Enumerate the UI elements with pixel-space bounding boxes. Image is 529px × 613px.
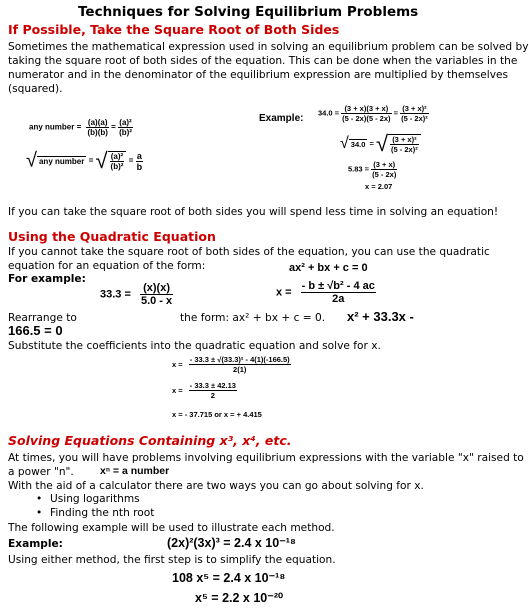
solution-step-3: x = - 37.715 or x = + 4.415 xyxy=(172,410,262,419)
list-item: • Using logarithms xyxy=(50,493,140,505)
page-title: Techniques for Solving Equilibrium Problems xyxy=(78,4,419,20)
paragraph-line: If you cannot take the square root of both sides of the equation, you can use the quadratic xyxy=(8,246,490,258)
list-item: • Finding the nth root xyxy=(50,507,154,519)
denominator: (b)² xyxy=(110,162,124,171)
denominator: 2a xyxy=(332,293,345,305)
sqrt-icon: √ xyxy=(95,148,108,173)
numerator: (3 + x)² xyxy=(390,135,419,145)
general-equation xyxy=(29,118,133,137)
equation-text: 34.0 = xyxy=(318,108,340,118)
numerator: - b ± √b² - 4 ac xyxy=(301,280,375,292)
numerator: - 33.3 ± √(33.3)² - 4(1)(-166.5) xyxy=(189,355,290,364)
quadratic-form: ax² + bx + c = 0 xyxy=(289,262,368,274)
fraction xyxy=(301,280,376,305)
example-equation-3 xyxy=(348,160,397,179)
fraction xyxy=(110,152,125,171)
equals-sign: = xyxy=(88,156,94,166)
paragraph-line: At times, you will have problems involving equilibrium expressions with the variable "x" raised to xyxy=(8,452,524,464)
equals-sign: = xyxy=(111,122,116,132)
numerator: (x)(x) xyxy=(140,282,173,295)
example-equation-1 xyxy=(318,104,429,123)
paragraph-line: taking the square root of both sides of the equation. This can be done when the variables in the xyxy=(8,55,518,67)
numerator: (3 + x)(3 + x) xyxy=(341,104,391,114)
quadratic-formula xyxy=(276,280,376,305)
power-equation: xⁿ = a number xyxy=(100,465,170,477)
equation-text: x = xyxy=(172,386,183,395)
numerator: (a)(a) xyxy=(87,118,108,127)
paragraph-line: (squared). xyxy=(8,83,63,95)
denominator: (b)² xyxy=(119,128,132,137)
numerator: - 33.3 ± 42.13 xyxy=(189,381,236,390)
section-heading-powers: Solving Equations Containing x³, x⁴, etc. xyxy=(8,433,292,448)
example-equation-quadratic xyxy=(100,282,173,307)
equation-text: 5.83 = xyxy=(348,164,370,174)
equals-sign: = xyxy=(128,156,134,166)
example-equation-power-2: 108 x⁵ = 2.4 x 10⁻¹⁸ xyxy=(172,571,286,585)
fraction xyxy=(371,160,397,179)
fraction xyxy=(140,282,173,307)
section-heading-quadratic: Using the Quadratic Equation xyxy=(8,229,216,244)
denominator: (5 - 2x)² xyxy=(401,114,428,123)
numerator: (3 + x) xyxy=(371,160,397,170)
fraction xyxy=(341,104,391,123)
numerator: (3 + x)² xyxy=(400,104,429,114)
denominator: (5 - 2x) xyxy=(372,170,397,179)
equation-text: x = xyxy=(276,286,292,299)
sqrt-general-equation xyxy=(26,148,143,174)
paragraph-line: numerator and in the denominator of the equilibrium expression are multiplied by themselves xyxy=(8,69,509,81)
example-answer: x = 2.07 xyxy=(365,182,393,191)
fraction xyxy=(189,355,291,374)
sqrt-icon: √ xyxy=(340,135,349,152)
denominator: (b)(b) xyxy=(87,128,108,137)
numerator: a xyxy=(136,150,142,161)
example-equation-2 xyxy=(340,131,421,157)
denominator: (5 - 2x)² xyxy=(391,145,418,154)
paragraph-line: Using either method, the first step is to simplify the equation. xyxy=(8,554,336,566)
paragraph-line: Substitute the coefficients into the quadratic equation and solve for x. xyxy=(8,340,381,352)
denominator: (5 - 2x)(5 - 2x) xyxy=(342,114,391,123)
fraction xyxy=(118,118,133,137)
numerator: (a)² xyxy=(119,118,132,127)
equation-text: 33.3 = xyxy=(100,288,131,301)
numerator: (a)² xyxy=(110,152,124,161)
example-label: Example: xyxy=(8,538,63,550)
equation-text: x = xyxy=(172,360,183,369)
fraction xyxy=(136,151,144,172)
solution-step-1 xyxy=(172,355,291,374)
rearranged-equation-left: 166.5 = 0 xyxy=(8,323,63,338)
form-label: the form: ax² + bx + c = 0. xyxy=(180,312,326,324)
fraction xyxy=(86,118,108,137)
sqrt-icon: √ xyxy=(26,149,37,172)
paragraph-line: If you can take the square root of both sides you will spend less time in solving an equation! xyxy=(8,206,499,218)
denominator: 2(1) xyxy=(233,365,247,374)
rearrange-label: Rearrange to xyxy=(8,312,77,324)
paragraph-line: equation for an equation of the form: xyxy=(8,260,206,272)
paragraph-line: Sometimes the mathematical expression used in solving an equilibrium problem can be solved by xyxy=(8,41,529,53)
radicand: 34.0 xyxy=(350,140,366,149)
equals-sign: = xyxy=(393,108,398,118)
paragraph-line: The following example will be used to illustrate each method. xyxy=(8,522,335,534)
example-label: Example: xyxy=(259,113,304,124)
example-equation-power-1: (2x)²(3x)³ = 2.4 x 10⁻¹⁸ xyxy=(167,536,296,550)
section-heading-square-root: If Possible, Take the Square Root of Both Sides xyxy=(8,22,340,37)
fraction xyxy=(189,381,237,400)
example-equation-power-3: x⁵ = 2.2 x 10⁻²⁰ xyxy=(195,591,284,605)
denominator: 5.0 - x xyxy=(140,295,173,307)
denominator: 2 xyxy=(210,391,215,400)
radicand: any number xyxy=(38,157,85,166)
equals-sign: = xyxy=(369,138,374,148)
rearranged-equation-right: x² + 33.3x - xyxy=(347,309,414,324)
solution-step-2 xyxy=(172,381,237,400)
paragraph-line: With the aid of a calculator there are two ways you can go about solving for x. xyxy=(8,480,424,492)
fraction xyxy=(390,135,419,154)
sqrt-icon: √ xyxy=(375,131,389,156)
fraction xyxy=(400,104,429,123)
paragraph-line: a power "n". xyxy=(8,466,74,478)
equation-text: any number = xyxy=(29,122,82,132)
denominator: b xyxy=(136,161,143,172)
for-example-label: For example: xyxy=(8,273,86,285)
